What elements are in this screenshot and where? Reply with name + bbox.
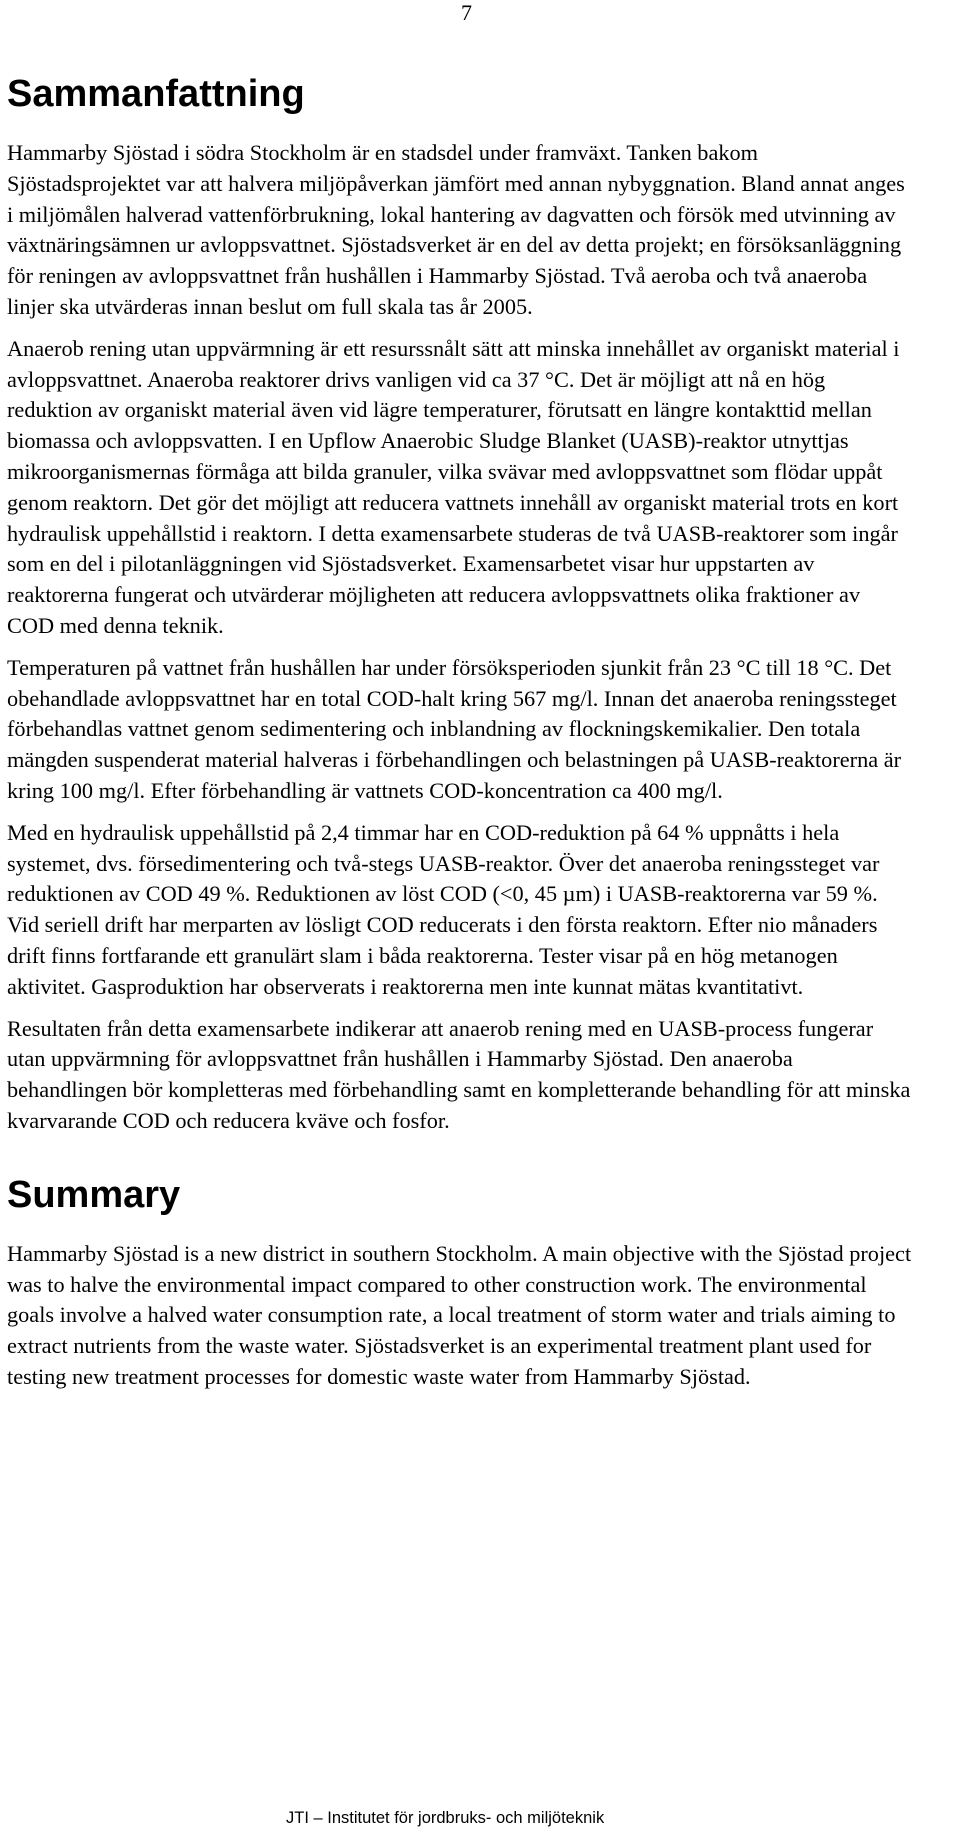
sammanfattning-heading: Sammanfattning: [7, 73, 305, 115]
sammanfattning-paragraph-2: Anaerob rening utan uppvärmning är ett resurssnålt sätt att minska innehållet av organiskt material i avloppsvattnet. Anaeroba reaktorer drivs vanligen vid ca 37 °C. Det är möjligt att nå en hög reduktion av organiskt material även vid lägre temperaturer, förutsatt en längre kontakttid mellan biomassa och avloppsvatten. I en Upflow Anaerobic Sludge Blanket (UASB)-reaktor utnyttjas mikroorganismernas förmåga att bilda granuler, vilka svävar med avloppsvattnet som flödar uppåt genom reaktorn. Det gör det möjligt att reducera vattnets innehåll av organiskt material trots en kort hydraulisk uppehållstid i reaktorn. I detta examensarbete studeras de två UASB-reaktorer som ingår som en del i pilotanläggningen vid Sjöstadsverket. Examensarbetet visar hur uppstarten av reaktorerna fungerat och utvärderar möjligheten att reducera avloppsvattnets olika fraktioner av COD med denna teknik.: [7, 335, 900, 638]
sammanfattning-paragraph-1: Hammarby Sjöstad i södra Stockholm är en stadsdel under framväxt. Tanken bakom Sjöstadsprojektet var att halvera miljöpåverkan jämfört med annan nybyggnation. Bland annat anges i miljömålen halverad vattenförbrukning, lokal hantering av dagvatten och försök med utvinning av växtnäringsämnen ur avloppsvattnet. Sjöstadsverket är en del av detta projekt; en försöksanläggning för reningen av avloppsvattnet från hushållen i Hammarby Sjöstad. Två aeroba och två anaeroba linjer ska utvärderas innan beslut om full skala tas år 2005.: [7, 140, 905, 319]
page-number: 7: [461, 0, 472, 25]
summary-paragraph-1: Hammarby Sjöstad is a new district in southern Stockholm. A main objective with the Sjöstad project was to halve the environmental impact compared to other construction work. The environmental goals involve a halved water consumption rate, a local treatment of storm water and trials aiming to extract nutrients from the waste water. Sjöstadsverket is an experimental treatment plant used for testing new treatment processes for domestic waste water from Hammarby Sjöstad.: [7, 1240, 912, 1389]
sammanfattning-paragraph-4: Med en hydraulisk uppehållstid på 2,4 timmar har en COD-reduktion på 64 % uppnåtts i hela systemet, dvs. försedimentering och två-stegs UASB-reaktor. Över det anaeroba reningssteget var reduktionen av COD 49 %. Reduktionen av löst COD (<0, 45 µm) i UASB-reaktorerna var 59 %. Vid seriell drift har merparten av lösligt COD reducerats i den första reaktorn. Efter nio månaders drift finns fortfarande ett granulärt slam i båda reaktorerna. Tester visar på en hög metanogen aktivitet. Gasproduktion har observerats i reaktorerna men inte kunnat mätas kvantitativt.: [7, 819, 880, 999]
sammanfattning-paragraph-5: Resultaten från detta examensarbete indikerar att anaerob rening med en UASB-process fungerar utan uppvärmning för avloppsvattnet från hushållen i Hammarby Sjöstad. Den anaeroba behandlingen bör kompletteras med förbehandling samt en kompletterande behandling för att minska kvarvarande COD och reducera kväve och fosfor.: [7, 1015, 911, 1133]
sammanfattning-paragraph-3: Temperaturen på vattnet från hushållen har under försöksperioden sjunkit från 23 °C till 18 °C. Det obehandlade avloppsvattnet har en total COD-halt kring 567 mg/l. Innan det anaeroba reningssteget förbehandlas vattnet genom sedimentering och inblandning av flockningskemikalier. Den totala mängden suspenderat material halveras i förbehandlingen och belastningen på UASB-reaktorerna är kring 100 mg/l. Efter förbehandling är vattnets COD-koncentration ca 400 mg/l.: [7, 654, 902, 803]
document-body: [7, 72, 912, 1404]
page-footer: JTI – Institutet för jordbruks- och miljöteknik: [286, 1809, 605, 1827]
summary-heading: Summary: [7, 1173, 181, 1216]
